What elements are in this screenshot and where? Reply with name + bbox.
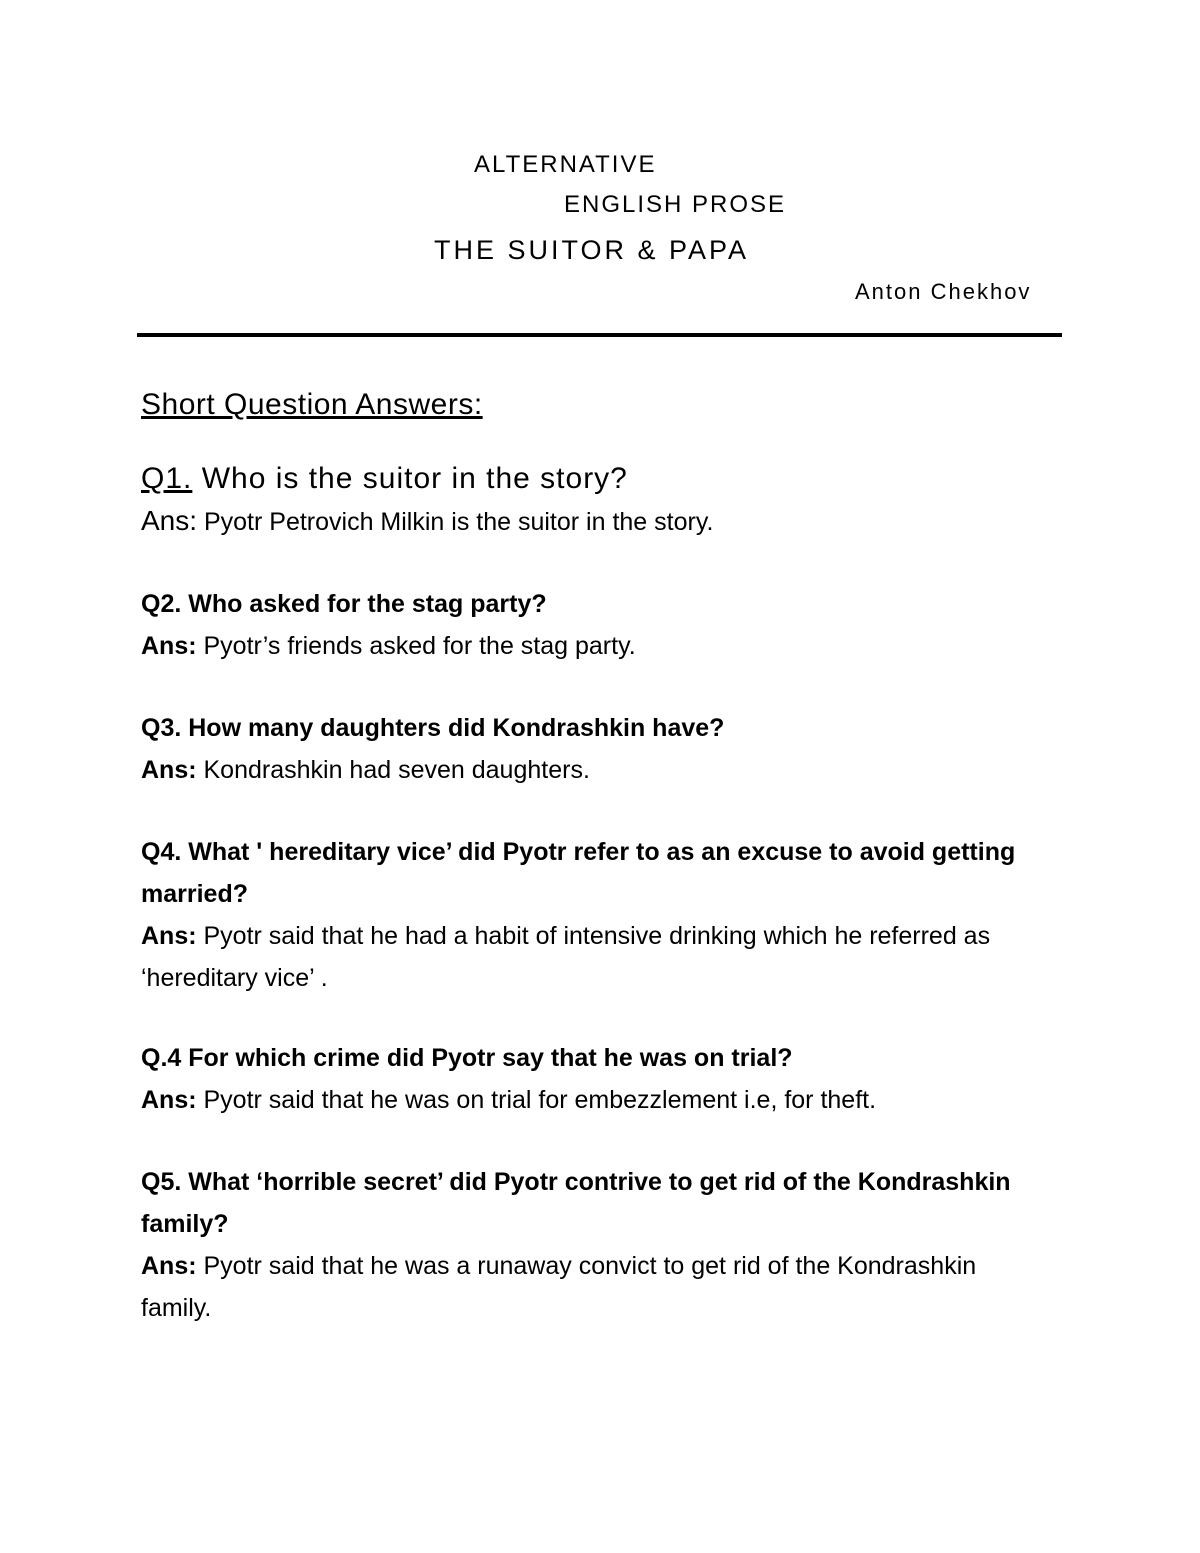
answer-text: Pyotr Petrovich Milkin is the suitor in the story.: [197, 508, 714, 536]
answer-label: Ans:: [141, 632, 197, 660]
author-name: Anton Chekhov: [855, 279, 1032, 304]
qa-item-1: [141, 458, 1041, 543]
question: [141, 458, 1041, 500]
answer-text: Pyotr said that he was on trial for embezzlement i.e, for theft.: [196, 1086, 877, 1114]
answer-label: Ans:: [141, 756, 197, 784]
question: Q2. Who asked for the stag party?: [141, 590, 547, 618]
question: Q3. How many daughters did Kondrashkin have?: [141, 714, 725, 742]
question-text: Who is the suitor in the story?: [192, 462, 628, 495]
story-title: THE SUITOR & PAPA: [434, 235, 750, 265]
answer: [141, 1245, 1041, 1329]
question: Q5. What ‘horrible secret’ did Pyotr contrive to get rid of the Kondrashkin family?: [141, 1168, 1011, 1238]
question-number: Q1.: [141, 462, 193, 495]
qa-item-2: [141, 583, 1041, 667]
answer-text: Kondrashkin had seven daughters.: [196, 756, 590, 784]
answer-label: Ans:: [141, 1086, 197, 1114]
answer-label: Ans:: [141, 922, 197, 950]
answer: [141, 749, 1041, 791]
question: Q.4 For which crime did Pyotr say that he was on trial?: [141, 1044, 793, 1072]
qa-item-5: [141, 1037, 1041, 1121]
answer-text: Pyotr said that he was a runaway convict to get rid of the Kondrashkin family.: [141, 1252, 977, 1322]
qa-item-3: [141, 707, 1041, 791]
qa-item-4: [141, 831, 1041, 999]
answer: [141, 915, 1041, 999]
answer: [141, 625, 1041, 667]
header-category: ENGLISH PROSE: [564, 191, 787, 218]
header-divider: [137, 333, 1062, 337]
answer-text: Pyotr said that he had a habit of intensive drinking which he referred as ‘hereditary vice’ .: [141, 922, 991, 992]
answer: [141, 1079, 1041, 1121]
question: Q4. What ' hereditary vice’ did Pyotr refer to as an excuse to avoid getting married?: [141, 838, 1016, 908]
answer: [141, 500, 1041, 543]
header-subject: ALTERNATIVE: [474, 151, 657, 178]
qa-item-6: [141, 1161, 1041, 1329]
answer-label: Ans:: [141, 505, 198, 536]
answer-text: Pyotr’s friends asked for the stag party.: [196, 632, 636, 660]
answer-label: Ans:: [141, 1252, 197, 1280]
section-title: Short Question Answers:: [141, 388, 483, 421]
